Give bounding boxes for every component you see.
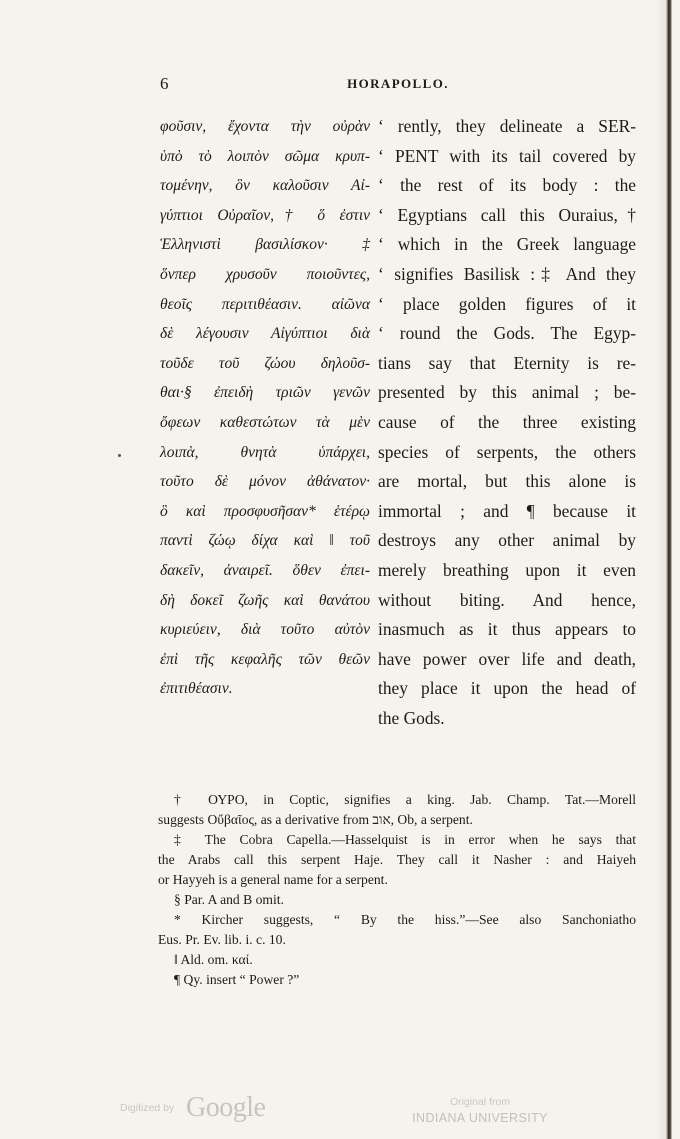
footnote-line: § Par. A and B omit.	[174, 892, 284, 907]
footnote-line: suggests Οὔβαῖος, as a derivative from אוב, Ob, a serpent.	[158, 812, 473, 827]
footnote-line: or Hayyeh is a general name for a serpent.	[158, 872, 388, 887]
english-line: merely breathing upon it even	[378, 559, 636, 580]
english-line: cause of the three existing	[378, 411, 636, 432]
greek-line: ἐπιτιθέασιν.	[160, 680, 233, 698]
english-line: ‘ which in the Greek language	[378, 234, 636, 255]
english-line: presented by this animal ; be-	[378, 382, 636, 403]
greek-line: τομένην, ὃν καλοῦσιν Αἰ-	[160, 177, 370, 195]
english-line: tians say that Eternity is re-	[378, 352, 636, 373]
english-line: ‘ signifies Basilisk :‡ And they	[378, 263, 636, 284]
english-line: the Gods.	[378, 707, 445, 728]
greek-line: γύπτιοι Οὐραῖον,† ὅ ἐστιν	[160, 206, 370, 224]
english-line: species of serpents, the others	[378, 441, 636, 462]
greek-text-column	[160, 112, 370, 704]
english-line: ‘ the rest of its body : the	[378, 175, 636, 196]
greek-line: ὃ καὶ προσφυσῆσαν* ἑτέρῳ	[160, 502, 370, 520]
greek-line: ὑπὸ τὸ λοιπὸν σῶμα κρυπ-	[160, 147, 370, 165]
english-line: destroys any other animal by	[378, 530, 636, 551]
original-from-label: Original from	[449, 1096, 511, 1108]
greek-line: ἐπὶ τῆς κεφαλῆς τῶν θεῶν	[160, 650, 370, 668]
english-line: ‘ round the Gods. The Egyp-	[378, 323, 636, 344]
greek-line: τοῦδε τοῦ ζώου δηλοῦσ-	[160, 354, 370, 372]
digitized-by-label: Digitized by	[120, 1102, 175, 1114]
greek-line: ὄφεων καθεστώτων τὰ μὲν	[160, 413, 370, 431]
footnote-line: Eus. Pr. Ev. lib. i. c. 10.	[158, 932, 286, 947]
footnotes	[158, 790, 636, 990]
page-number: 6	[160, 74, 169, 93]
greek-line: δὴ δοκεῖ ζωῆς καὶ θανάτου	[160, 591, 370, 609]
greek-line: δακεῖν, ἀναιρεῖ. ὅθεν ἐπει-	[160, 561, 370, 579]
footnote-line: ‖ Ald. om. καί.	[174, 952, 253, 967]
google-logo: Google	[186, 1092, 266, 1123]
english-text-column	[378, 112, 636, 733]
ink-speck	[118, 454, 121, 457]
greek-line: παντὶ ζώῳ δίχα καὶ ‖ τοῦ	[160, 532, 370, 550]
english-line: ‘ place golden figures of it	[378, 293, 636, 314]
greek-line: τοῦτο δὲ μόνον ἀθάνατον·	[160, 473, 370, 491]
greek-line: φοῦσιν, ἔχοντα τὴν οὐρὰν	[160, 118, 370, 135]
greek-line: θεοῖς περιτιθέασιν. αἰῶνα	[160, 295, 370, 313]
greek-line: Ἑλληνιστὶ βασιλίσκον· ‡	[160, 236, 370, 254]
page-edge	[666, 0, 672, 1139]
english-line: ‘ rently, they delineate a SER-	[378, 116, 636, 136]
greek-line: κυριεύειν, διὰ τοῦτο αὐτὸν	[160, 621, 370, 639]
english-line: are mortal, but this alone is	[378, 471, 636, 492]
greek-line: δὲ λέγουσιν Αἰγύπτιοι διὰ	[160, 325, 370, 343]
greek-line: ὅνπερ χρυσοῦν ποιοῦντες,	[160, 265, 370, 283]
english-line: inasmuch as it thus appears to	[378, 619, 636, 640]
english-line: ‘ Egyptians call this Ouraius,†	[378, 204, 636, 225]
greek-line: θαι·§ ἐπειδὴ τριῶν γενῶν	[160, 384, 370, 402]
footnote-line: ¶ Qy. insert “ Power ?”	[174, 972, 300, 987]
footnote-line: the Arabs call this serpent Haje. They call it Nasher : and Haiyeh	[158, 852, 636, 867]
footnote-line: ‡ The Cobra Capella.—Hasselquist is in error when he says that	[174, 832, 636, 847]
footnote-line: * Kircher suggests, “ By the hiss.”—See also Sanchoniatho	[174, 912, 636, 927]
page-edge-shadow	[656, 0, 666, 1139]
english-line: immortal ; and ¶ because it	[378, 500, 636, 521]
english-line: without biting. And hence,	[378, 589, 636, 610]
footnote-line: † ΟΥΡΟ, in Coptic, signifies a king. Jab. Champ. Tat.—Morell	[174, 792, 636, 807]
page-header	[160, 74, 636, 96]
english-line: they place it upon the head of	[378, 678, 636, 699]
greek-line: λοιπὰ, θνητὰ ὑπάρχει,	[160, 443, 370, 461]
english-line: ‘ PENT with its tail covered by	[378, 145, 636, 166]
institution-label: INDIANA UNIVERSITY	[412, 1111, 548, 1125]
running-title: HORAPOLLO.	[347, 76, 449, 91]
english-line: have power over life and death,	[378, 648, 636, 669]
